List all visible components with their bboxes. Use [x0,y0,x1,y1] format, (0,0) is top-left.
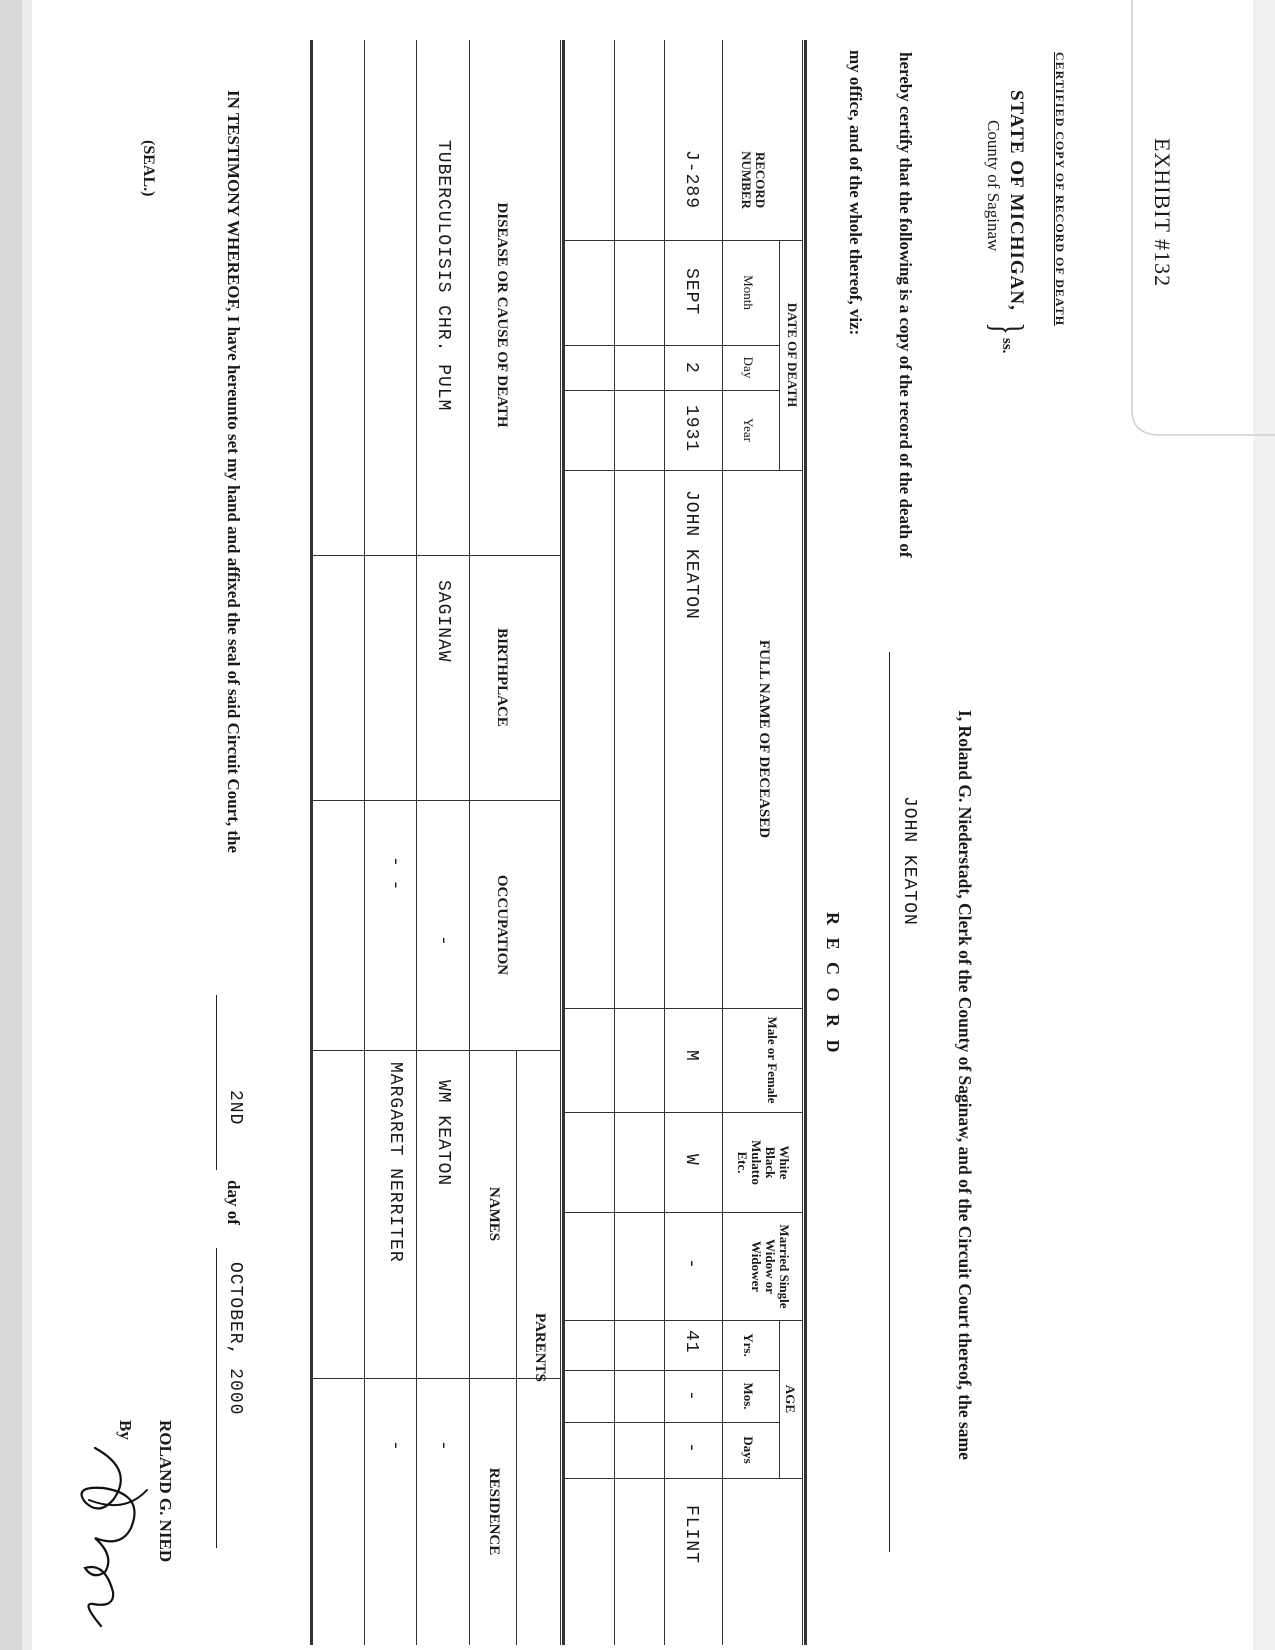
record-title: R E C O R D [823,912,843,1057]
rule [313,555,561,556]
marital-value: - [681,1258,701,1270]
occupation-value-2: - - [385,856,405,892]
rule [779,240,780,470]
by-label: By [116,1420,135,1440]
header-full-name: FULL NAME OF DECEASED [756,639,772,839]
testimony-day-underline [216,995,217,1170]
table-bottom-rule [310,40,313,1645]
rule [565,240,803,241]
age-years-value: 41 [681,1330,701,1354]
rule [664,40,665,1645]
seal-label: (SEAL.) [140,140,157,197]
place-value: FLINT [681,1505,701,1565]
exhibit-label: EXHIBIT #132 [1150,138,1175,288]
rule [313,1378,561,1379]
header-yrs: Yrs. [741,1333,756,1357]
clerk-signature [75,1430,165,1650]
rule [722,40,723,1645]
certified-deceased-name: JOHN KEATON [899,796,919,926]
testimony-month-year: OCTOBER, 2000 [225,1262,245,1416]
testimony-month-underline [216,1248,217,1548]
header-record-number: RECORD NUMBER [739,151,768,209]
occupation-value: - [433,935,453,947]
header-mos: Mos. [741,1382,756,1410]
rule [565,1478,803,1479]
sex-value: M [681,1050,701,1062]
header-parents: PARENTS [532,1313,548,1382]
form-title: CERTIFIED COPY OF RECORD OF DEATH [1053,52,1067,327]
certification-line-3: my office, and of the whole thereof, viz: [846,50,865,336]
header-residence: RESIDENCE [486,1467,502,1556]
rule [565,1320,803,1321]
deceased-underline [889,652,890,1552]
disease-value: TUBERCULOISIS CHR. PULM [433,140,453,412]
age-days-value: - [681,1442,701,1454]
parent-residence-2: - [385,1440,405,1452]
rule [562,40,565,1645]
venue-ss: ss. [999,338,1015,354]
rule [565,1212,803,1213]
certification-line-2: hereby certify that the following is a copy of the record of the death of [896,52,915,558]
death-year-value: 1931 [681,405,701,453]
venue-brace: } [983,322,1032,335]
parent-residence-1: - [433,1440,453,1452]
header-age: AGE [783,1384,798,1414]
header-marital: Married Single Widow or Widower [749,1224,792,1309]
death-day-value: 2 [681,362,701,374]
rule [516,1050,517,1645]
parent-name-2: MARGARET NERRITER [385,1062,405,1263]
testimony-day-of: day of [224,1180,243,1225]
rule [560,40,561,1645]
testimony-text: IN TESTIMONY WHEREOF, I have hereunto set my hand and affixed the seal of said Circuit Court, the [224,90,243,854]
header-month: Month [741,275,756,310]
rule [364,40,365,1645]
header-names: NAMES [486,1186,502,1242]
header-day: Day [741,356,756,379]
birthplace-value: SAGINAW [433,580,453,663]
venue-state: STATE OF MICHIGAN, [1006,90,1027,311]
rule [802,40,803,1645]
record-number-value: J-289 [681,150,701,210]
death-month-value: SEPT [681,268,701,316]
certification-line-1: I, Roland G. Niederstadt, Clerk of the County of Saginaw, and of the Circuit Court thereof, the same [955,710,975,1460]
header-date-of-death: DATE OF DEATH [785,302,800,408]
deceased-name-value: JOHN KEATON [681,490,701,620]
header-days: Days [741,1436,756,1464]
header-occupation: OCCUPATION [494,874,510,976]
clerk-name: ROLAND G. NIED [156,1420,175,1563]
header-color: White Black Mulatto Etc. [735,1140,792,1185]
header-year: Year [741,418,756,442]
age-months-value: - [681,1390,701,1402]
header-sex: Male or Female [765,1016,780,1104]
header-birthplace: BIRTHPLACE [494,628,510,727]
header-disease: DISEASE OR CAUSE OF DEATH [494,202,510,428]
rule [469,40,470,1645]
table-top-rule [804,40,807,1645]
parent-name-1: WM KEATON [433,1080,453,1187]
rule [565,1112,803,1113]
rule [614,40,615,1645]
venue-county: County of Saginaw [984,120,1003,252]
testimony-day: 2ND [225,1090,245,1126]
color-value: W [681,1154,701,1166]
rule [313,800,561,801]
rule [416,40,417,1645]
rule [313,1050,561,1051]
rule [779,1320,780,1478]
